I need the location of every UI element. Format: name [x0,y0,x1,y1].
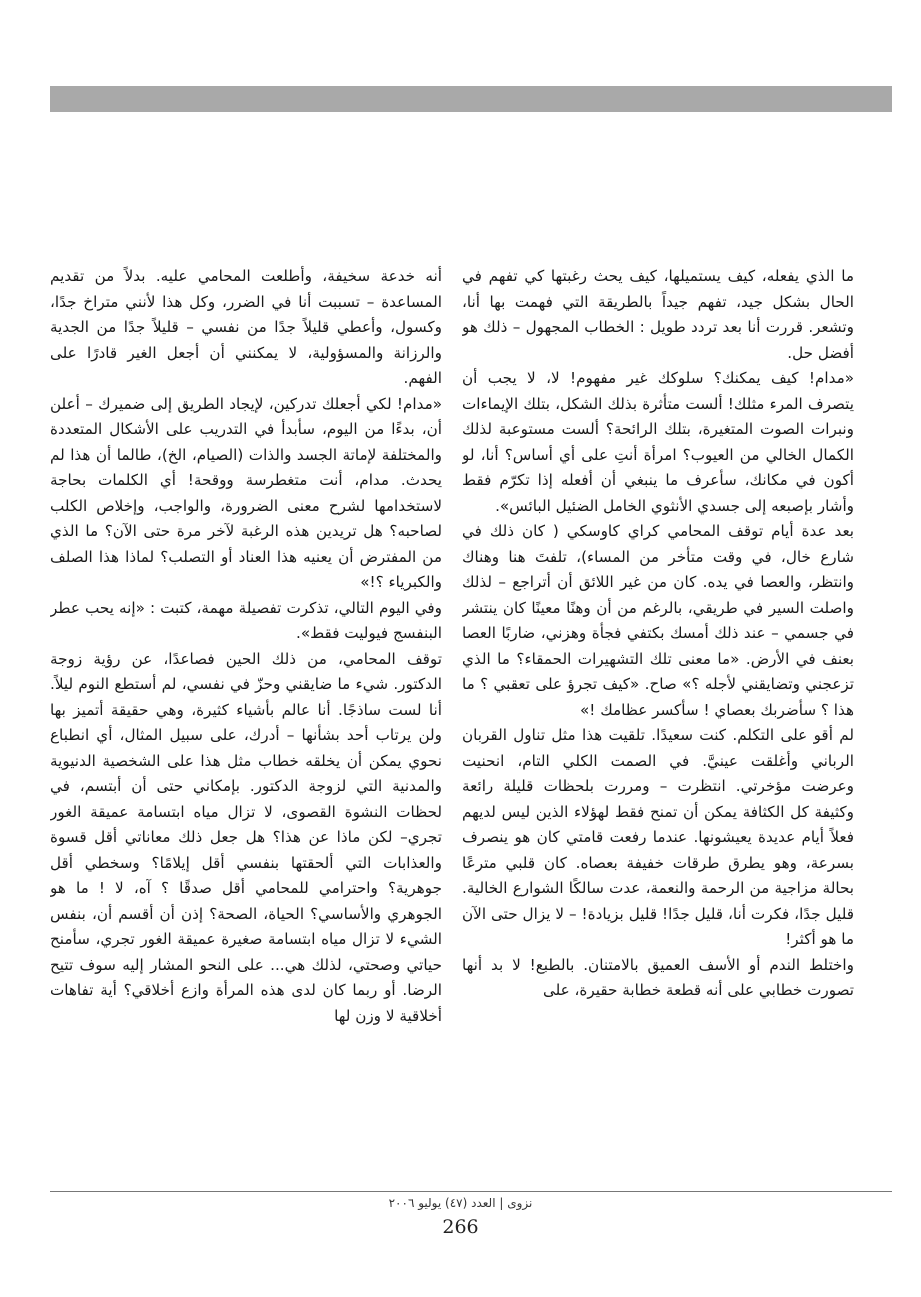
text-column-left [50,264,442,1162]
paragraph: أنه خدعة سخيفة، وأطلعت المحامي عليه. بدلاً من تقديم المساعدة – تسببت أنا في الضرر، وكل هذا لأنني متراخ جدًا، وكسول، وأعطي قليلاً جدًا من نفسي – قليلاً جدًا من الجدية والرزانة والمسؤولية، لا يمكنني أن أجعل الغير قادرًا على الفهم. [50,267,442,387]
paragraph: ما الذي يفعله، كيف يستميلها، كيف يحث رغبتها كي تفهم في الحال بشكل جيد، تفهم جيداً بالطريقة التي فهمت بها أنا، وتشعر. قررت أنا بعد تردد طويل : الخطاب المجهول – ذلك هو أفضل حل. [462,267,854,362]
paragraph: توقف المحامي، من ذلك الحين فصاعدًا، عن رؤية زوجة الدكتور. شيء ما ضايقني وحزّ في نفسي، لم أستطع النوم ليلاً. أنا لست ساذجًا. أنا عالم بأشياء كثيرة، وهي حقيقة أتميز بها ولن يرتاب أحد بشأنها – أدرك، على سبيل المثال، أي انطباع نحوي يمكن أن يخلقه خطاب مثل هذا على الشخصية الدنيوية والمدنية التي لزوجة الدكتور. بإمكاني حتى أن أبتسم، في لحظات النشوة القصوى، لا تزال مياه ابتسامة عميقة الغور تجري– لكن ماذا عن هذا؟ هل جعل ذلك معاناتي أقل قسوة والعذابات التي ألحقتها بنفسي أقل إيلامًا؟ وسخطي أقل جوهرية؟ واحترامي للمحامي أقل صدقًا ؟ آه، لا ! ما هو الجوهري والأساسي؟ الحياة، الصحة؟ إذن أن أقسم أن، بنفس الشيء لا تزال مياه ابتسامة صغيرة عميقة الغور تجري، سأمنح حياتي وصحتي، لذلك هي... على النحو المشار إليه سوف تتيح الرضا. أو ربما كان لدى هذه المرأة وازع أخلاقي؟ أية تفاهات أخلاقية لا وزن لها [50,649,442,1025]
issue-info: العدد (٤٧) يوليو ٢٠٠٦ [388,1196,496,1210]
footer-separator: | [495,1196,504,1210]
paragraph: لم أقو على التكلم. كنت سعيدًا. تلقيت هذا مثل تناول القربان الرباني وأغلقت عينيَّ. في الصمت الكلي التام، انحنيت وعرضت مؤخرتي. انتظرت – ومررت بلحظات قليلة رائعة وكثيفة كل الكثافة يمكن أن تمنح فقط لهؤلاء الذين ليس لديهم فعلاً أيام عديدة يعيشونها. عندما رفعت قامتي كان هو ينصرف بسرعة، وهو يطرق طرقات خفيفة بعصاه. كان قلبي مترعًا بحالة مزاجية من الرحمة والنعمة، عدت سالكًا الشوارع الخالية. قليل جدًا، فكرت أنا، قليل جدًا! قليل بزيادة! – لا يزال حتى الآن ما هو أكثر! [462,726,854,948]
paragraph: وفي اليوم التالي، تذكرت تفصيلة مهمة، كتبت : «إنه يحب عطر البنفسج فيوليت فقط». [50,598,442,642]
magazine-name: نزوى [507,1196,533,1210]
footer-rule [50,1191,892,1192]
paragraph: «مدام! لكي أجعلك تدركين، لإيجاد الطريق إلى ضميرك – أعلن أن، بدءًا من اليوم، سأبدأ في التدريب على الأشكال المتعددة والمختلفة لإماتة الجسد والذات (الصيام، الخ)، طالما أن هذا لم يحدث. مدام، أنت متغطرسة ووقحة! أي الكلمات بحاجة لاستخدامها لشرح معنى الضرورة، والواجب، وإخلاص الكلب لصاحبه؟ هل تريدين هذه الرغبة لآخر مرة حتى الآن؟ ما الذي من المفترض أن يعنيه هذا العناد أو التصلب؟ لماذا هذا الصلف والكبرياء ؟!» [50,394,442,591]
page-number: 266 [442,1216,479,1238]
paragraph: «مدام! كيف يمكنك؟ سلوكك غير مفهوم! لا، لا يجب أن يتصرف المرء مثلك! ألست متأثرة بذلك الشكل، بتلك الإيماءات ونبرات الصوت المتغيرة، بتلك الرائحة؟ ألست مستوعبة لذلك الكمال الخالي من العيوب؟ امرأة أنتِ على أي أساس؟ أنا، لو أكون في مكانك، سأعرف ما ينبغي أن أفعله إذا تكرّم فقط وأشار بإصبعه إلى جسدي الأنثوي الخامل الضئيل البائس». [462,369,854,515]
text-column-right [462,264,854,1162]
footer-line [0,1196,921,1210]
paragraph: بعد عدة أيام توقف المحامي كراي كاوسكي ( كان ذلك في شارع خال، في وقت متأخر من المساء)، تلفتَ هنا وهناك وانتظر، والعصا في يده. كان من غير اللائق أن أتراجع – لذلك واصلت السير في طريقي، بالرغم من أن وهنًا معينًا كان ينتشر في جسمي – عند ذلك أمسك بكتفي فجأة وهزني، ضاربًا العصا بعنف في الأرض. «ما معنى تلك التشهيرات الحمقاء؟ ما الذي تزعجني وتضايقني لأجله ؟» صاح. «كيف تجرؤ على تعقبي ؟ ما هذا ؟ سأضربك بعصاي ! سأكسر عظامك !» [462,522,854,719]
header-band [50,86,892,112]
paragraph: واختلط الندم أو الأسف العميق بالامتنان. بالطبع! لا بد أنها تصورت خطابي على أنه قطعة خطابة حقيرة، على [462,955,854,999]
